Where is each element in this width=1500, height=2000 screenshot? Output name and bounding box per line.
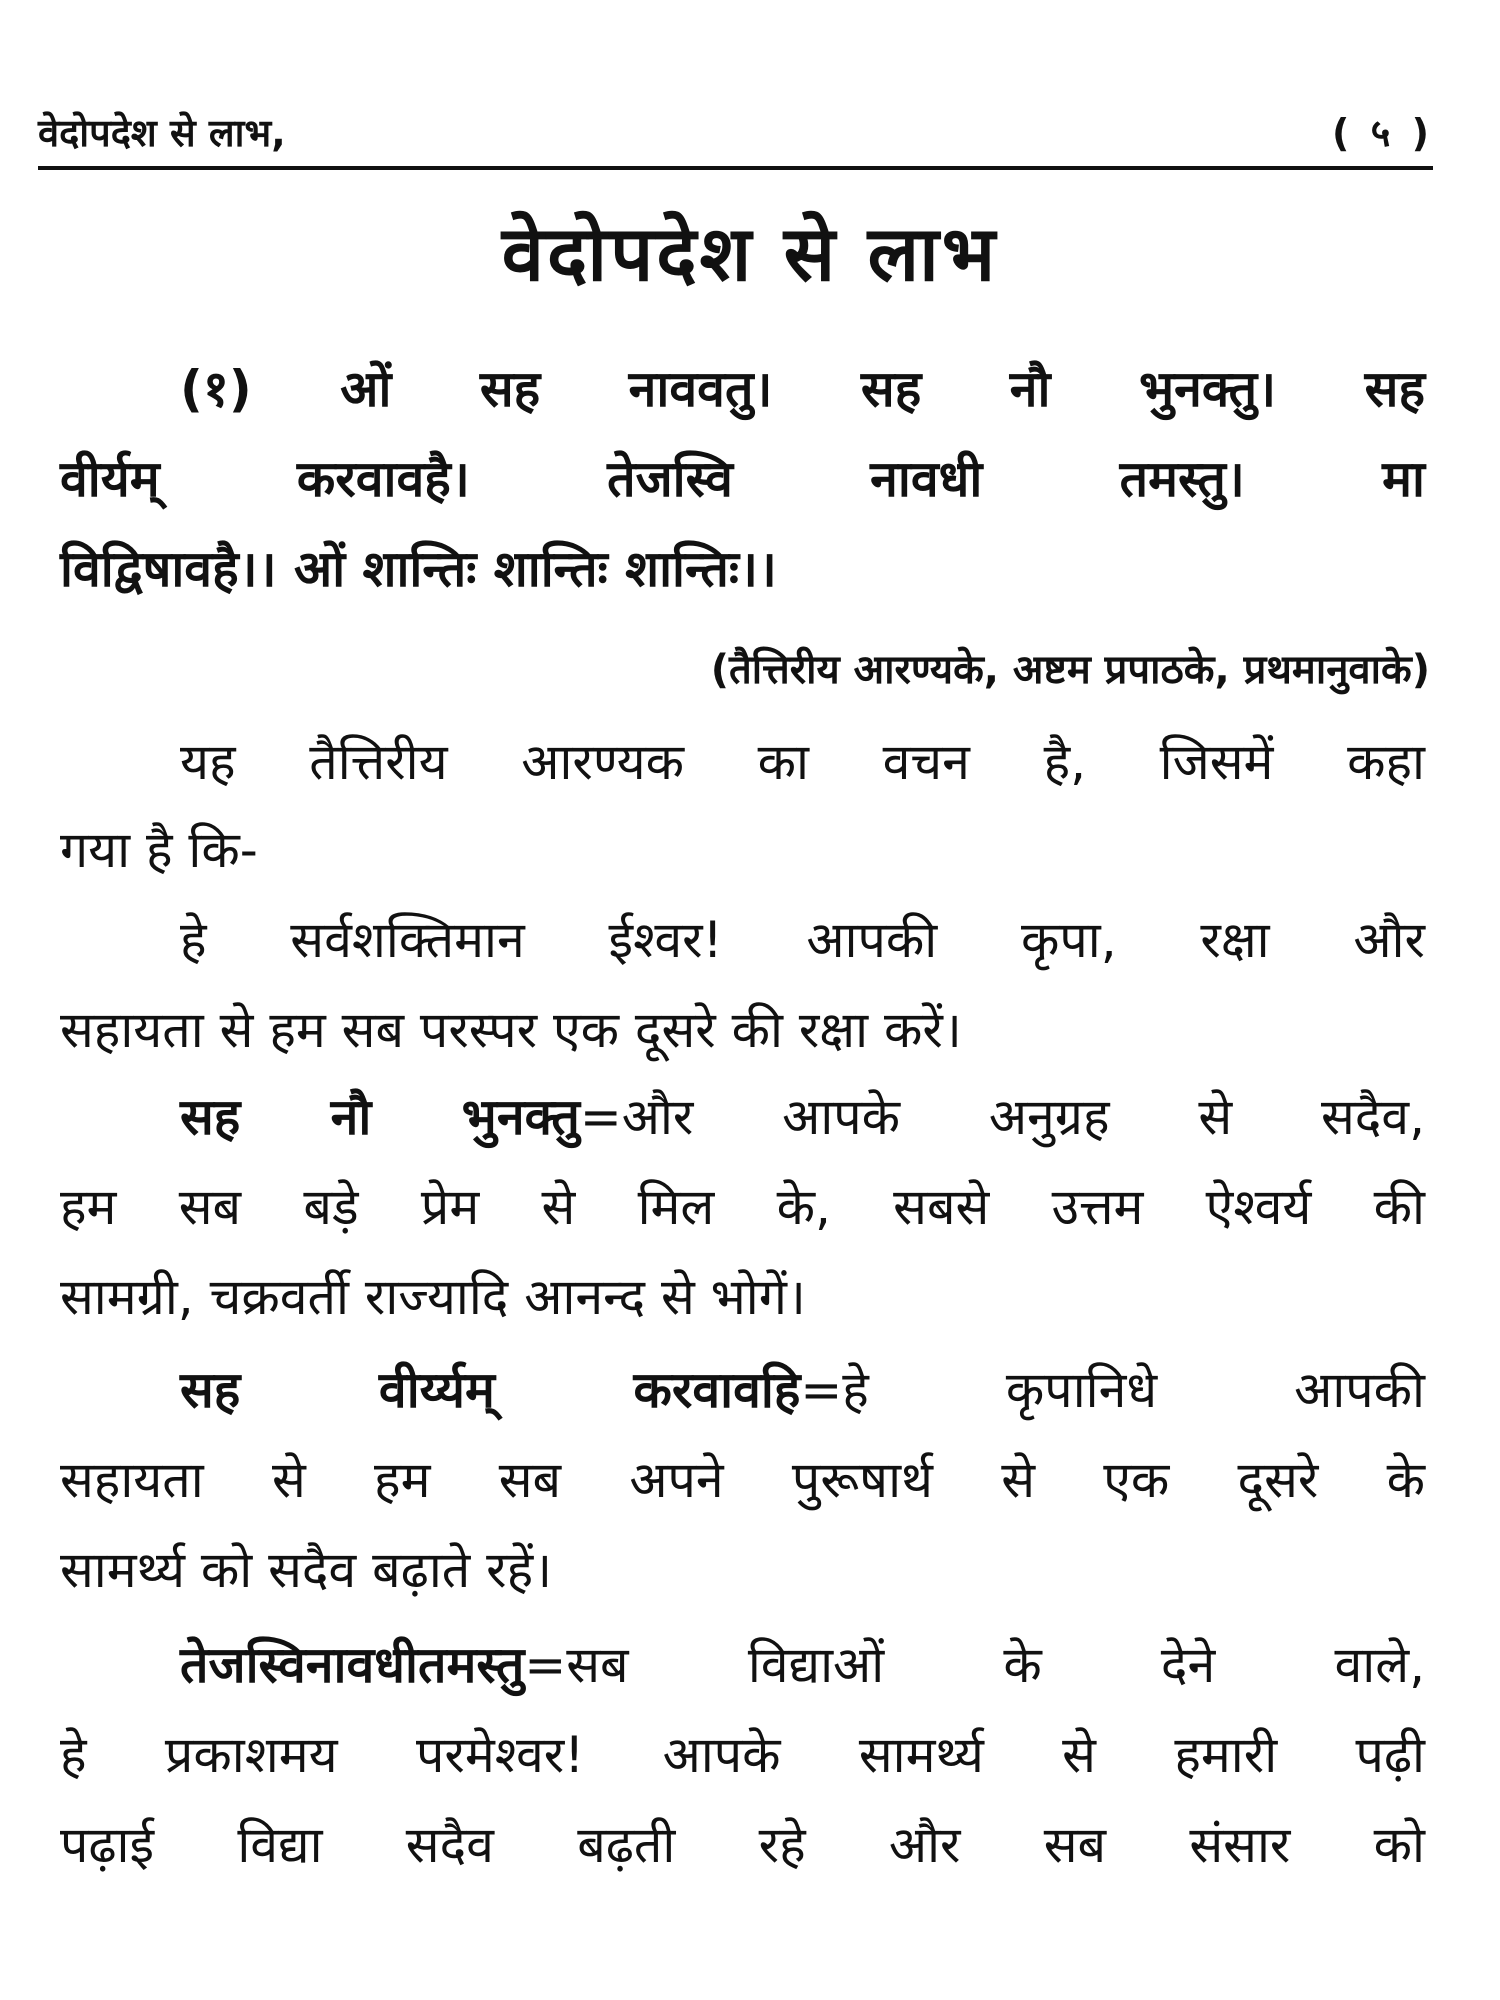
mantra-line-3: विद्विषावहै।। ओं शान्तिः शान्तिः शान्तिः।। [60,540,777,598]
para1-line-2: सहायता से हम सब परस्पर एक दूसरे की रक्षा करें। [60,1001,962,1059]
para2-term: सह नौ भुनक्तु [180,1088,580,1146]
source-reference: (तैत्तिरीय आरण्यके, अष्टम प्रपाठके, प्रथमानुवाके) [710,647,1430,693]
header-rule [38,166,1433,170]
para2-line-1-rest: =और आपके अनुग्रह से सदैव, [579,1088,1425,1146]
intro-line-2: गया है कि- [60,821,258,879]
para2-line-1 [180,1085,1425,1149]
page-number: ( ५ ) [1332,111,1433,155]
mantra-line-1: (१) ओं सह नाववतु। सह नौ भुनक्तु। सह [180,360,1425,418]
mantra-line-2: वीर्यम् करवावहै। तेजस्वि नावधी तमस्तु। मा [60,450,1425,508]
para2-line-2: हम सब बड़े प्रेम से मिल के, सबसे उत्तम ऐश्वर्य की [60,1178,1425,1236]
intro-line-1: यह तैत्तिरीय आरण्यक का वचन है, जिसमें कहा [180,733,1425,791]
para4-line-1 [180,1633,1425,1697]
para3-line-1-rest: =हे कृपानिधे आपकी [800,1361,1425,1419]
page-title: वेदोपदेश से लाभ [501,209,999,298]
para3-term: सह वीर्य्यम् करवावहि [180,1361,801,1419]
para2-line-3: सामग्री, चक्रवर्ती राज्यादि आनन्द से भोगें। [60,1268,806,1326]
running-header [38,96,1433,156]
para4-line-3: पढ़ाई विद्या सदैव बढ़ती रहे और सब संसार को [60,1816,1425,1874]
para3-line-2: सहायता से हम सब अपने पुरूषार्थ से एक दूसरे के [60,1451,1425,1509]
para1-line-1: हे सर्वशक्तिमान ईश्वर! आपकी कृपा, रक्षा और [180,911,1425,969]
para3-line-1 [180,1358,1425,1422]
para4-line-1-rest: =सब विद्याओं के देने वाले, [524,1636,1425,1694]
para3-line-3: सामर्थ्य को सदैव बढ़ाते रहें। [60,1541,553,1599]
para4-line-2: हे प्रकाशमय परमेश्वर! आपके सामर्थ्य से हमारी पढ़ी [60,1726,1425,1784]
para4-term: तेजस्विनावधीतमस्तु [180,1636,525,1694]
running-title: वेदोपदेश से लाभ, [38,111,286,155]
